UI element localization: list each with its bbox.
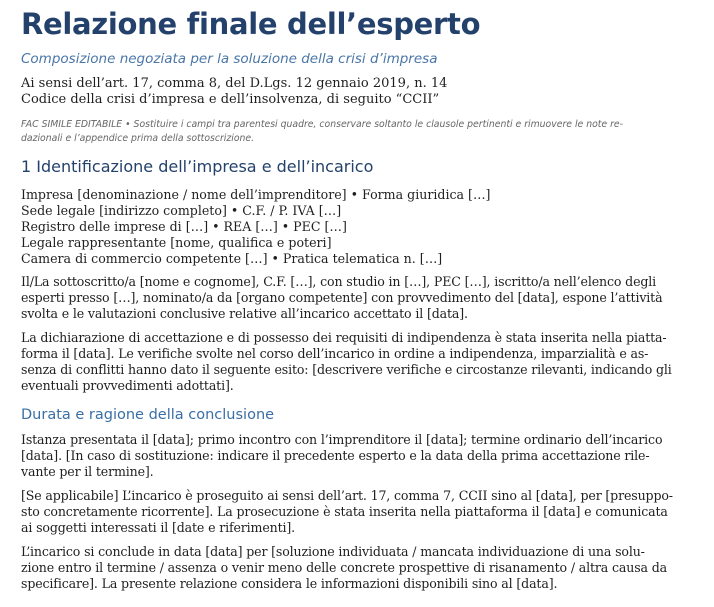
text-line: Il/La sottoscritto/a [nome e cognome], C.F. […], con studio in […], PEC […], iscritto/a nell’elenco degli xyxy=(21,274,657,289)
text-line: senza di conflitti hanno dato il seguente esito: [descrivere verifiche e circostanze rilevanti, indicando gli xyxy=(21,362,672,377)
text-line: ai soggetti interessati il [date e riferimenti]. xyxy=(21,520,296,535)
field-line: Registro delle imprese di […] • REA […] • PEC […] xyxy=(21,219,347,234)
document-page xyxy=(21,6,697,592)
legal-reference xyxy=(21,76,697,108)
text-line: forma il [data]. Le verifiche svolte nel corso dell’incarico in ordine a indipendenza, imparzialità e as- xyxy=(21,346,649,361)
field-line: Sede legale [indirizzo completo] • C.F. / P. IVA […] xyxy=(21,203,342,218)
editorial-note xyxy=(21,118,697,146)
expert-paragraph xyxy=(21,274,697,322)
text-line: svolta e le valutazioni conclusive relative all’incarico accettato il [data]. xyxy=(21,306,468,321)
text-line: [Se applicabile] L’incarico è proseguito ai sensi dell’art. 17, comma 7, CCII sino al [data], per [presuppo- xyxy=(21,488,673,503)
conclusion-paragraph xyxy=(21,544,697,592)
text-line: esperti presso […], nominato/a da [organo competente] con provvedimento del [data], espone l’attività xyxy=(21,290,663,305)
field-line: Camera di commercio competente […] • Pratica telematica n. […] xyxy=(21,251,443,266)
section-1-heading: 1 Identificazione dell’impresa e dell’incarico xyxy=(21,157,374,176)
identification-fields xyxy=(21,187,697,267)
field-line: Legale rappresentante [nome, qualifica e poteri] xyxy=(21,235,332,250)
text-line: vante per il termine]. xyxy=(21,464,154,479)
independence-paragraph xyxy=(21,330,697,394)
text-line: [data]. [In caso di sostituzione: indicare il precedente esperto e la data della prima accettazione rile- xyxy=(21,448,650,463)
document-subtitle: Composizione negoziata per la soluzione della crisi d’impresa xyxy=(21,51,438,67)
section-2-heading: Durata e ragione della conclusione xyxy=(21,407,275,423)
text-line: eventuali provvedimenti adottati]. xyxy=(21,378,234,393)
extension-paragraph xyxy=(21,488,697,536)
text-line: L’incarico si conclude in data [data] per [soluzione individuata / mancata individuazione di una solu- xyxy=(21,544,645,559)
note-line: dazionali e l’appendice prima della sottoscrizione. xyxy=(21,133,255,144)
duration-paragraph xyxy=(21,432,697,480)
legal-line: Codice della crisi d’impresa e dell’insolvenza, di seguito “CCII” xyxy=(21,92,440,107)
note-line: FAC SIMILE EDITABILE • Sostituire i campi tra parentesi quadre, conservare soltanto le clausole pertinenti e rimuovere le note re- xyxy=(21,119,624,130)
text-line: specificare]. La presente relazione considera le informazioni disponibili sino al [data]. xyxy=(21,576,558,591)
text-line: Istanza presentata il [data]; primo incontro con l’imprenditore il [data]; termine ordinario dell’incarico xyxy=(21,432,663,447)
text-line: zione entro il termine / assenza o venir meno delle concrete prospettive di risanamento / altra causa da xyxy=(21,560,668,575)
document-title: Relazione finale dell’esperto xyxy=(21,7,481,41)
text-line: La dichiarazione di accettazione e di possesso dei requisiti di indipendenza è stata inserita nella piatta- xyxy=(21,330,667,345)
text-line: sto concretamente ricorrente]. La prosecuzione è stata inserita nella piattaforma il [data] e comunicata xyxy=(21,504,668,519)
legal-line: Ai sensi dell’art. 17, comma 8, del D.Lgs. 12 gennaio 2019, n. 14 xyxy=(21,76,448,91)
field-line: Impresa [denominazione / nome dell’imprenditore] • Forma giuridica […] xyxy=(21,187,491,202)
